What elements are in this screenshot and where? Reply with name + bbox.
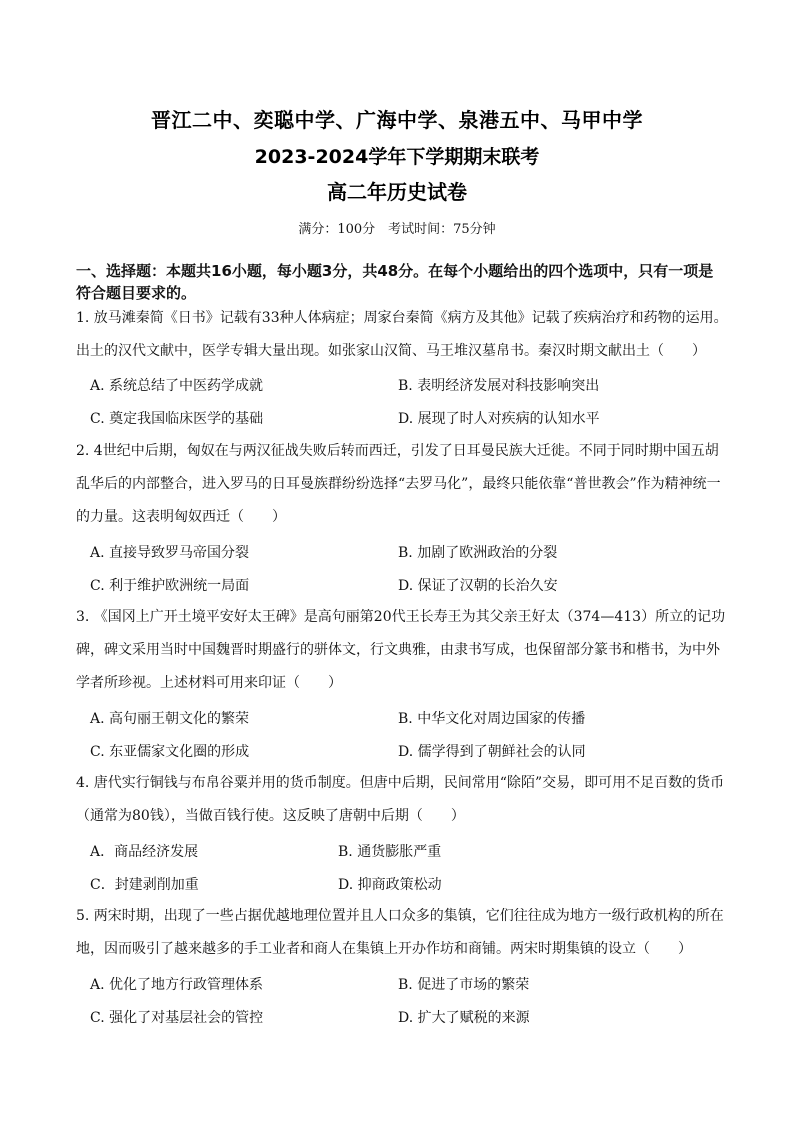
option-d: D. 抑商政策松动 <box>338 877 442 893</box>
question-5-stem: 5. 两宋时期，出现了一些占据优越地理位置并且人口众多的集镇，它们往往成为地方一级行政机构的所在地，因而吸引了越来越多的手工业者和商人在集镇上开办作坊和商铺。两宋时期集镇的设立（ ） <box>76 908 724 957</box>
option-b: B. 表明经济发展对科技影响突出 <box>398 378 600 394</box>
option-b: B. 促进了市场的繁荣 <box>398 977 530 993</box>
subject-title: 高二年历史试卷 <box>327 180 467 204</box>
exam-meta: 满分：100分 考试时间：75分钟 <box>298 222 496 237</box>
option-a: A. 优化了地方行政管理体系 <box>90 977 264 993</box>
schools-title: 晋江二中、奕聪中学、广海中学、泉港五中、马甲中学 <box>151 108 643 132</box>
question-1-stem: 1. 放马滩秦简《日书》记载有33种人体病症；周家台秦简《病方及其他》记载了疾病治疗和药物的运用。出土的汉代文献中，医学专辑大量出现。如张家山汉简、马王堆汉墓帛书。秦汉时期文献出土（ ） <box>76 310 728 359</box>
option-b: B. 中华文化对周边国家的传播 <box>398 711 586 727</box>
option-c: C. 强化了对基层社会的管控 <box>90 1010 264 1026</box>
option-b: B. 通货膨胀严重 <box>338 844 442 860</box>
option-a: A. 系统总结了中医药学成就 <box>90 378 264 394</box>
option-d: D. 扩大了赋税的来源 <box>398 1010 530 1026</box>
option-c: C. 利于维护欧洲统一局面 <box>90 578 250 594</box>
option-c: C. 东亚儒家文化圈的形成 <box>90 744 250 760</box>
option-d: D. 展现了时人对疾病的认知水平 <box>398 411 600 427</box>
question-3-stem: 3. 《国冈上广开土境平安好太王碑》是高句丽第20代王长寿王为其父亲王好太（374—413）所立的记功碑，碑文采用当时中国魏晋时期盛行的骈体文，行文典雅，由隶书写成，也保留部分篆书和楷书，为中外学者所珍视。上述材料可用来印证（ ） <box>76 609 726 691</box>
term-title: 2023-2024学年下学期期末联考 <box>254 146 540 168</box>
option-a: A．商品经济发展 <box>90 844 199 860</box>
section-instructions: 一、选择题：本题共16小题，每小题3分，共48分。在每个小题给出的四个选项中，只有一项是符合题目要求的。 <box>76 262 714 302</box>
option-c: C．封建剥削加重 <box>90 877 199 893</box>
option-d: D. 保证了汉朝的长治久安 <box>398 578 558 594</box>
option-a: A. 直接导致罗马帝国分裂 <box>90 545 250 561</box>
option-d: D. 儒学得到了朝鲜社会的认同 <box>398 744 586 760</box>
question-4-stem: 4. 唐代实行铜钱与布帛谷粟并用的货币制度。但唐中后期，民间常用“除陌”交易，即可用不足百数的货币（通常为80钱），当做百钱行使。这反映了唐朝中后期（ ） <box>76 775 725 824</box>
option-b: B. 加剧了欧洲政治的分裂 <box>398 545 558 561</box>
option-c: C. 奠定我国临床医学的基础 <box>90 411 264 427</box>
question-2-stem: 2. 4世纪中后期，匈奴在与两汉征战失败后转而西迁，引发了日耳曼民族大迁徙。不同于同时期中国五胡乱华后的内部整合，进入罗马的日耳曼族群纷纷选择“去罗马化”，最终只能依靠“普世教会”作为精神统一的力量。这表明匈奴西迁（ ） <box>76 443 721 525</box>
option-a: A. 高句丽王朝文化的繁荣 <box>90 711 250 727</box>
